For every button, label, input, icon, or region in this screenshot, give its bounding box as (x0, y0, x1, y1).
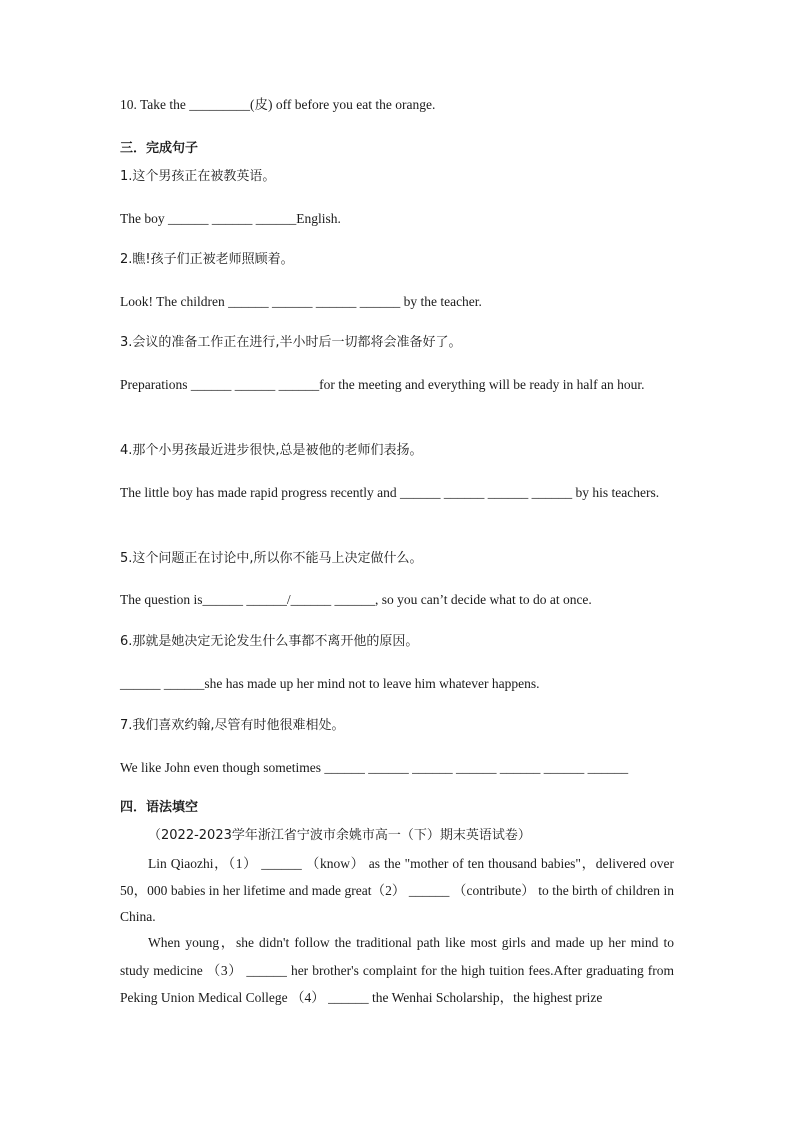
item-7-chinese: 7.我们喜欢约翰,尽管有时他很难相处。 (120, 718, 345, 733)
item-1-chinese: 1.这个男孩正在被教英语。 (120, 169, 276, 184)
passage-source: （2022-2023学年浙江省宁波市余姚市高一（下）期末英语试卷） (148, 828, 531, 843)
item-5-chinese: 5.这个问题正在讨论中,所以你不能马上决定做什么。 (120, 551, 423, 566)
section-4-heading: 四．语法填空 (120, 800, 199, 815)
item-6-chinese: 6.那就是她决定无论发生什么事都不离开他的原因。 (120, 634, 419, 649)
item-7-english: We like John even though sometimes ______ ______ ______ ______ ______ ______ ______ (120, 760, 629, 775)
passage-paragraph-2: When young，she didn't follow the traditional path like most girls and made up her mind to study medicine （3） ______ her brother's complaint for the high tuition fees.After graduating from Peking Union Medical College （4） ______ the Wenhai Scholarship，the highest prize (120, 935, 674, 1005)
item-3-english: Preparations ______ ______ ______for the meeting and everything will be ready in half an hour. (120, 377, 645, 392)
item-1-english: The boy ______ ______ ______English. (120, 211, 341, 226)
item-5-english: The question is______ ______/______ ______, so you can’t decide what to do at once. (120, 592, 592, 607)
item-2-chinese: 2.瞧!孩子们正被老师照顾着。 (120, 252, 294, 267)
question-10: 10. Take the _________(皮) off before you eat the orange. (120, 97, 436, 112)
section-3-heading: 三．完成句子 (120, 141, 199, 156)
item-6-english: ______ ______she has made up her mind not to leave him whatever happens. (120, 676, 540, 691)
item-2-english: Look! The children ______ ______ ______ ______ by the teacher. (120, 294, 482, 309)
item-3-chinese: 3.会议的准备工作正在进行,半小时后一切都将会准备好了。 (120, 335, 462, 350)
item-4-english: The little boy has made rapid progress recently and ______ ______ ______ ______ by his teachers. (120, 485, 660, 500)
passage-paragraph-1: Lin Qiaozhi，（1） ______ （know） as the "mother of ten thousand babies"，delivered over 50，000 babies in her lifetime and made great（2） ______ （contribute） to the birth of children in China. (120, 856, 674, 924)
item-4-chinese: 4.那个小男孩最近进步很快,总是被他的老师们表扬。 (120, 443, 423, 458)
